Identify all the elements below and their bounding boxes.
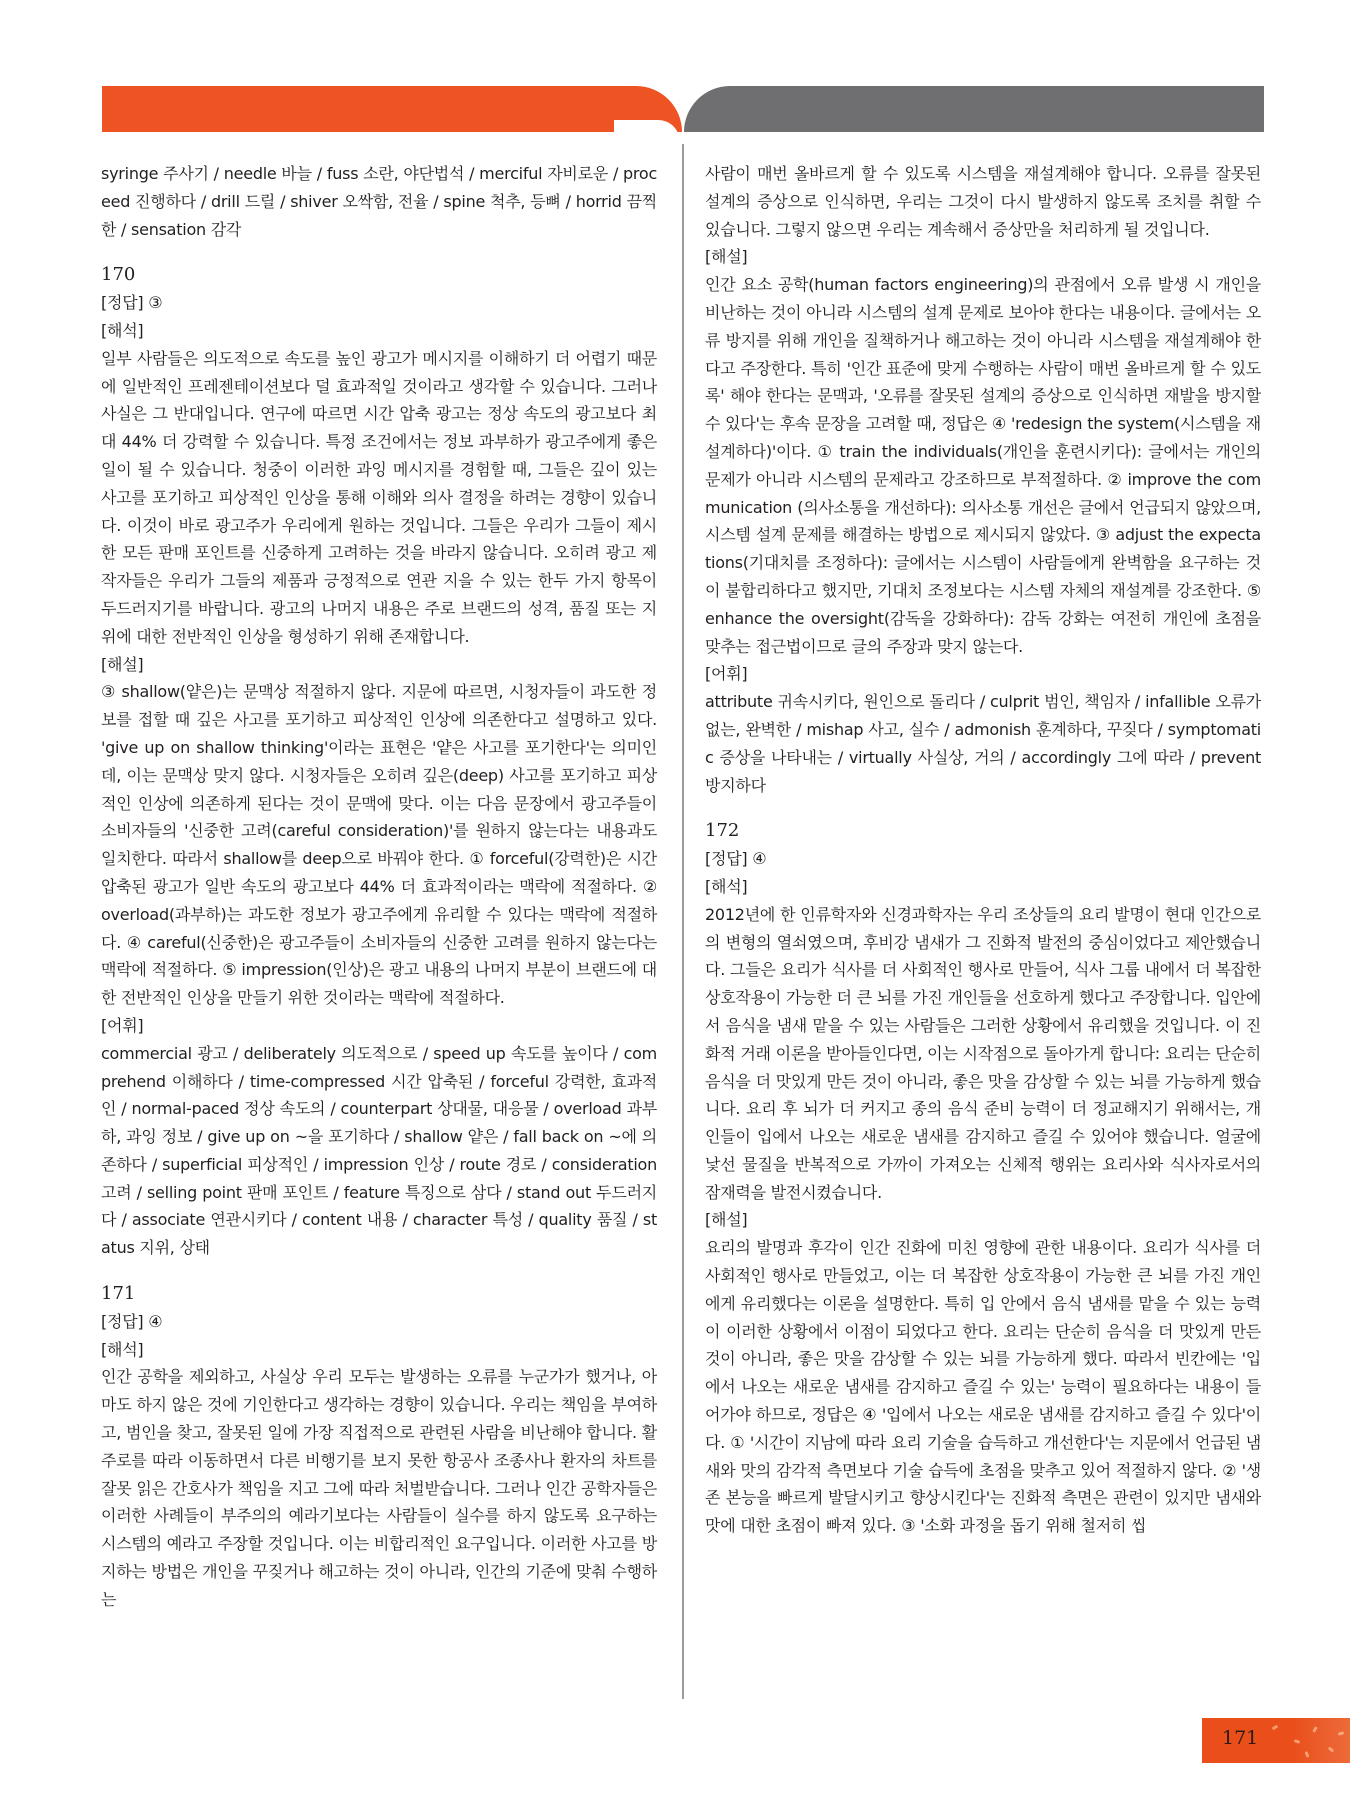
decorative-mark [1294,1739,1301,1744]
vocab-171: attribute 귀속시키다, 원인으로 돌리다 / culprit 범인, 책임자 / infallible 오류가 없는, 완벽한 / mishap 사고, 실수 / admonish 훈계하다, 꾸짖다 / symptomatic 증상을 나타내는 / virtually 사실상, 거의 / accordingly 그에 따라 / prevent 방지하다 [705,692,1261,795]
answer-170: [정답] ③ [101,293,163,313]
explanation-170: ③ shallow(얕은)는 문맥상 적절하지 않다. 지문에 따르면, 시청자들이 과도한 정보를 접할 때 깊은 사고를 포기하고 피상적인 인상에 의존한다고 설명하고 있다. 'give up on shallow thinking'이라는 표현은 '얕은 사고를 포기한다'는 의미인데, 이는 문맥상 맞지 않다. 시청자들은 오히려 깊은(deep) 사고를 포기하고 피상적인 인상에 의존하게 된다는 것이 문맥에 맞다. 이는 다음 문장에서 광고주들이 소비자들의 '신중한 고려(careful consideration)'를 원하지 않는다는 내용과도 일치한다. 따라서 shallow를 deep으로 바꿔야 한다. ① forceful(강력한)은 시간 압축된 광고가 일반 속도의 광고보다 44% 더 효과적이라는 맥락에 적절하다. ② overload(과부하)는 과도한 정보가 광고주에게 유리할 수 있다는 맥락에 적절하다. ④ careful(신중한)은 광고주들이 소비자들의 신중한 고려를 원하지 않는다는 맥락에 적절하다. ⑤ impression(인상)은 광고 내용의 나머지 부분이 브랜드에 대한 전반적인 인상을 만들기 위한 것이라는 맥락에 적절하다. [101,682,657,1008]
question-number-170: 170 [101,264,136,286]
right-column [705,160,1261,1540]
header-tab-notch [614,120,680,148]
decorative-mark [1312,1726,1318,1733]
explanation-label-172: [해설] [705,1210,748,1230]
page-number: 171 [1222,1727,1259,1749]
translation-172: 2012년에 한 인류학자와 신경과학자는 우리 조상들의 요리 발명이 현대 인간으로의 변형의 열쇠였으며, 후비강 냄새가 그 진화적 발전의 중심이었다고 제안했습니다. 그들은 요리가 식사를 더 사회적인 행사로 만들어, 식사 그룹 내에서 더 복잡한 상호작용이 가능한 더 큰 뇌를 가진 개인들을 선호하게 했다고 주장합니다. 입안에서 음식을 냄새 맡을 수 있는 사람들은 그러한 상황에서 유리했을 것입니다. 이 진화적 거래 이론을 받아들인다면, 이는 시작점으로 돌아가게 합니다: 요리는 단순히 음식을 더 맛있게 만든 것이 아니라, 좋은 맛을 감상할 수 있는 뇌를 가능하게 했습니다. 요리 후 뇌가 더 커지고 종의 음식 준비 능력이 더 정교해지기 위해서는, 개인들이 입에서 나오는 새로운 냄새를 감지하고 즐길 수 있어야 했습니다. 얼굴에 낯선 물질을 반복적으로 가까이 가져오는 신체적 행위는 요리사와 식사자로서의 잠재력을 발전시켰습니다. [705,904,1261,1202]
header-tab-left [102,86,682,132]
column-divider [682,144,684,1699]
question-number-172: 172 [705,820,740,842]
explanation-label-171: [해설] [705,247,748,267]
translation-label-172: [해석] [705,876,748,896]
decorative-mark [1338,1731,1345,1735]
header-tab-right [684,86,1264,132]
answer-172: [정답] ④ [705,849,767,869]
translation-label-171: [해석] [101,1339,144,1359]
explanation-171: 인간 요소 공학(human factors engineering)의 관점에서 오류 발생 시 개인을 비난하는 것이 아니라 시스템의 설계 문제로 보아야 한다는 내용이다. 글에서는 오류 방지를 위해 개인을 질책하거나 해고하는 것이 아니라 시스템을 재설계해야 한다고 주장한다. 특히 '인간 표준에 맞게 수행하는 사람이 매번 올바르게 할 수 있도록' 해야 한다는 문맥과, '오류를 잘못된 설계의 증상으로 인식하면 재발을 방지할 수 있다'는 후속 문장을 고려할 때, 정답은 ④ 'redesign the system(시스템을 재설계하다)'이다. ① train the individuals(개인을 훈련시키다): 글에서는 개인의 문제가 아니라 시스템의 문제라고 강조하므로 부적절하다. ② improve the communication (의사소통을 개선하다): 의사소통 개선은 글에서 언급되지 않았으며, 시스템 설계 문제를 해결하는 방법으로 제시되지 않았다. ③ adjust the expectations(기대치를 조정하다): 글에서는 시스템이 사람들에게 완벽함을 요구하는 것이 불합리하다고 했지만, 기대치 조정보다는 시스템 자체의 재설계를 강조한다. ⑤ enhance the oversight(감독을 강화하다): 감독 강화는 여전히 개인에 초점을 맞추는 접근법이므로 글의 주장과 맞지 않는다. [705,275,1261,656]
vocab-170: commercial 광고 / deliberately 의도적으로 / speed up 속도를 높이다 / comprehend 이해하다 / time-compressed 시간 압축된 / forceful 강력한, 효과적인 / normal-paced 정상 속도의 / counterpart 상대물, 대응물 / overload 과부하, 과잉 정보 / give up on ~을 포기하다 / shallow 얕은 / fall back on ~에 의존하다 / superficial 피상적인 / impression 인상 / route 경로 / consideration 고려 / selling point 판매 포인트 / feature 특징으로 삼다 / stand out 두드러지다 / associate 연관시키다 / content 내용 / character 특성 / quality 품질 / status 지위, 상태 [101,1043,657,1258]
question-number-171: 171 [101,1283,136,1305]
translation-171-part1: 인간 공학을 제외하고, 사실상 우리 모두는 발생하는 오류를 누군가가 했거나, 아마도 하지 않은 것에 기인한다고 생각하는 경향이 있습니다. 우리는 책임을 부여하고, 범인을 찾고, 잘못된 일에 가장 직접적으로 관련된 사람을 비난해야 합니다. 활주로를 따라 이동하면서 다른 비행기를 보지 못한 항공사 조종사나 환자의 차트를 잘못 읽은 간호사가 책임을 지고 그에 따라 처벌받습니다. 그러나 인간 공학자들은 이러한 사례들이 부주의의 예라기보다는 사람들이 실수를 하지 않도록 요구하는 시스템의 예라고 주장할 것입니다. 이는 비합리적인 요구입니다. 이러한 사고를 방지하는 방법은 개인을 꾸짖거나 해고하는 것이 아니라, 인간의 기준에 맞춰 수행하는 [101,1367,657,1609]
translation-170: 일부 사람들은 의도적으로 속도를 높인 광고가 메시지를 이해하기 더 어렵기 때문에 일반적인 프레젠테이션보다 덜 효과적일 것이라고 생각할 수 있습니다. 그러나 사실은 그 반대입니다. 연구에 따르면 시간 압축 광고는 정상 속도의 광고보다 최대 44% 더 강력할 수 있습니다. 특정 조건에서는 정보 과부하가 광고주에게 좋은 일이 될 수 있습니다. 청중이 이러한 과잉 메시지를 경험할 때, 그들은 깊이 있는 사고를 포기하고 피상적인 인상을 통해 이해와 의사 결정을 하려는 경향이 있습니다. 이것이 바로 광고주가 우리에게 원하는 것입니다. 그들은 우리가 그들이 제시한 모든 판매 포인트를 신중하게 고려하는 것을 바라지 않습니다. 오히려 광고 제작자들은 우리가 그들의 제품과 긍정적으로 연관 지을 수 있는 한두 가지 항목이 두드러지기를 바랍니다. 광고의 나머지 내용은 주로 브랜드의 성격, 품질 또는 지위에 대한 전반적인 인상을 형성하기 위해 존재합니다. [101,348,657,646]
explanation-label-170: [해설] [101,654,144,674]
translation-label-170: [해석] [101,320,144,340]
vocab-label-171: [어휘] [705,664,748,684]
explanation-172: 요리의 발명과 후각이 인간 진화에 미친 영향에 관한 내용이다. 요리가 식사를 더 사회적인 행사로 만들었고, 이는 더 복잡한 상호작용이 가능한 큰 뇌를 가진 개인에게 유리했다는 이론을 설명한다. 특히 입 안에서 음식 냄새를 맡을 수 있는 능력이 이러한 상황에서 이점이 되었다고 한다. 요리는 단순히 음식을 더 맛있게 만든 것이 아니라, 좋은 맛을 감상할 수 있는 뇌를 가능하게 했다. 따라서 빈칸에는 '입에서 나오는 새로운 냄새를 감지하고 즐길 수 있는' 능력이 필요하다는 내용이 들어가야 하므로, 정답은 ④ '입에서 나오는 새로운 냄새를 감지하고 즐길 수 있다'이다. ① '시간이 지남에 따라 요리 기술을 습득하고 개선한다'는 지문에서 언급된 냄새와 맛의 감각적 측면보다 기술 습득에 초점을 맞추고 있어 적절하지 않다. ② '생존 본능을 빠르게 발달시키고 향상시킨다'는 진화적 측면은 관련이 있지만 냄새와 맛에 대한 초점이 빠져 있다. ③ '소화 과정을 돕기 위해 철저히 씹 [705,1238,1261,1536]
vocab-label-170: [어휘] [101,1015,144,1035]
answer-171: [정답] ④ [101,1311,163,1331]
decorative-mark [1272,1725,1279,1731]
translation-171-part2: 사람이 매번 올바르게 할 수 있도록 시스템을 재설계해야 합니다. 오류를 잘못된 설계의 증상으로 인식하면, 우리는 그것이 다시 발생하지 않도록 조치를 취할 수 있습니다. 그렇지 않으면 우리는 계속해서 증상만을 처리하게 될 것입니다. [705,164,1261,239]
left-column [101,160,657,1614]
decorative-mark [1328,1746,1335,1752]
decorative-mark [1305,1751,1310,1758]
vocab-list-top: syringe 주사기 / needle 바늘 / fuss 소란, 야단법석 / merciful 자비로운 / proceed 진행하다 / drill 드릴 / shiver 오싹함, 전율 / spine 척추, 등뼈 / horrid 끔찍한 / sensation 감각 [101,164,657,239]
